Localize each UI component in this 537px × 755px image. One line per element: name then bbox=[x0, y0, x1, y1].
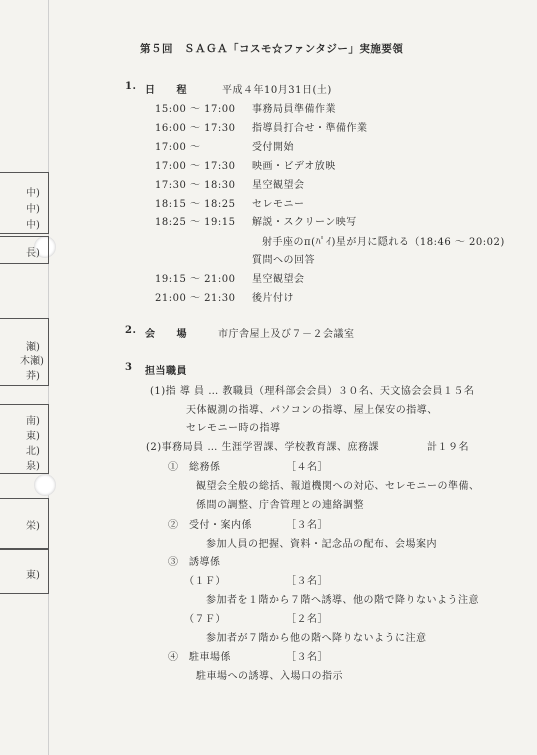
section-2-number: 2. bbox=[125, 325, 137, 336]
group-2-duties: 参加人員の把握、資料・記念品の配布、会場案内 bbox=[206, 539, 437, 550]
group-3a-floor: （１Ｆ） bbox=[184, 576, 226, 587]
bleed-text: 中) bbox=[26, 188, 40, 199]
group-3a-duties: 参加者を１階から７階へ誘導、他の階で降りないよう注意 bbox=[206, 595, 479, 606]
group-1-duties: 係間の調整、庁舎管理との連絡調整 bbox=[196, 500, 364, 511]
bleed-text: 北) bbox=[26, 446, 40, 457]
schedule-subitem: 質問への回答 bbox=[252, 255, 315, 266]
bleed-text: 東) bbox=[26, 431, 40, 442]
group-4-count: ［３名］ bbox=[286, 652, 328, 663]
schedule-time: 18:25 ～ 19:15 bbox=[155, 217, 236, 228]
instructors-duties: 天体観測の指導、パソコンの指導、屋上保安の指導、 bbox=[186, 405, 438, 416]
schedule-item: 星空観望会 bbox=[252, 180, 305, 191]
bleed-text: 中) bbox=[26, 204, 40, 215]
group-3b-duties: 参加者が７階から他の階へ降りないように注意 bbox=[206, 633, 427, 644]
bleed-text: 木瀬) bbox=[20, 356, 44, 367]
schedule-time: 17:30 ～ 18:30 bbox=[155, 180, 236, 191]
staff-total: 計１９名 bbox=[427, 442, 469, 453]
section-1-label: 日 程 bbox=[145, 85, 187, 96]
section-2-label: 会 場 bbox=[145, 329, 187, 340]
group-3b-count: ［２名］ bbox=[286, 614, 328, 625]
schedule-item: 解説・スクリーン映写 bbox=[252, 217, 357, 228]
bleed-text: 莽) bbox=[26, 371, 40, 382]
schedule-time: 19:15 ～ 21:00 bbox=[155, 274, 236, 285]
group-3a-count: ［３名］ bbox=[286, 576, 328, 587]
section-1-number: 1. bbox=[125, 81, 137, 92]
schedule-item: 事務局員準備作業 bbox=[252, 104, 336, 115]
schedule-item: 星空観望会 bbox=[252, 274, 305, 285]
group-4-duties: 駐車場への誘導、入場口の指示 bbox=[196, 671, 343, 682]
bleed-table-box-5 bbox=[0, 498, 49, 550]
group-3b-floor: （７Ｆ） bbox=[184, 614, 226, 625]
bleed-table-box-1 bbox=[0, 172, 49, 234]
group-2-label: ② 受付・案内係 bbox=[168, 520, 252, 531]
bleed-text: 東) bbox=[26, 570, 40, 581]
section-3-label: 担当職員 bbox=[145, 366, 187, 377]
group-3-label: ③ 誘導係 bbox=[168, 557, 221, 568]
schedule-time: 17:00 ～ 17:30 bbox=[155, 161, 236, 172]
bleed-text: 栄) bbox=[26, 521, 40, 532]
schedule-subitem: 射手座のπ(ﾊﾟｲ)星が月に隠れる（18:46 ～ 20:02) bbox=[262, 237, 505, 248]
schedule-item: 指導員打合せ・準備作業 bbox=[252, 123, 368, 134]
schedule-time: 21:00 ～ 21:30 bbox=[155, 293, 236, 304]
punch-hole-lower bbox=[34, 474, 56, 496]
schedule-item: セレモニー bbox=[252, 199, 305, 210]
venue-value: 市庁舎屋上及び７－２会議室 bbox=[218, 329, 355, 340]
bleed-table-box-4 bbox=[0, 404, 49, 474]
schedule-time: 17:00 ～ bbox=[155, 142, 201, 153]
schedule-time: 15:00 ～ 17:00 bbox=[155, 104, 236, 115]
section-3-number: 3 bbox=[125, 362, 133, 373]
group-1-label: ① 総務係 bbox=[168, 462, 221, 473]
event-date: 平成４年10月31日(土) bbox=[222, 85, 332, 96]
bleed-table-box-2 bbox=[0, 236, 49, 264]
schedule-item: 後片付け bbox=[252, 293, 294, 304]
instructors-duties: セレモニー時の指導 bbox=[186, 423, 281, 434]
instructors-line: (1)指 導 員 … 教職員（理科部会会員）３０名、天文協会会員１５名 bbox=[150, 386, 475, 397]
group-1-duties: 観望会全般の総括、報道機関への対応、セレモニーの準備、 bbox=[196, 481, 480, 492]
bleed-text: 泉) bbox=[26, 461, 40, 472]
group-4-label: ④ 駐車場係 bbox=[168, 652, 231, 663]
staff-line: (2)事務局員 … 生涯学習課、学校教育課、庶務課 bbox=[146, 442, 380, 453]
group-2-count: ［３名］ bbox=[286, 520, 328, 531]
group-1-count: ［４名］ bbox=[286, 462, 328, 473]
schedule-time: 16:00 ～ 17:30 bbox=[155, 123, 236, 134]
schedule-item: 映画・ビデオ放映 bbox=[252, 161, 336, 172]
bleed-text: 瀬) bbox=[26, 342, 40, 353]
bleed-text: 中) bbox=[26, 220, 40, 231]
bleed-text: 長) bbox=[26, 248, 40, 259]
bleed-table-box-6 bbox=[0, 548, 49, 594]
schedule-time: 18:15 ～ 18:25 bbox=[155, 199, 236, 210]
bleed-text: 南) bbox=[26, 416, 40, 427]
document-title: 第５回 ＳＡＧＡ「コスモ☆ファンタジー」実施要領 bbox=[140, 43, 404, 55]
schedule-item: 受付開始 bbox=[252, 142, 294, 153]
